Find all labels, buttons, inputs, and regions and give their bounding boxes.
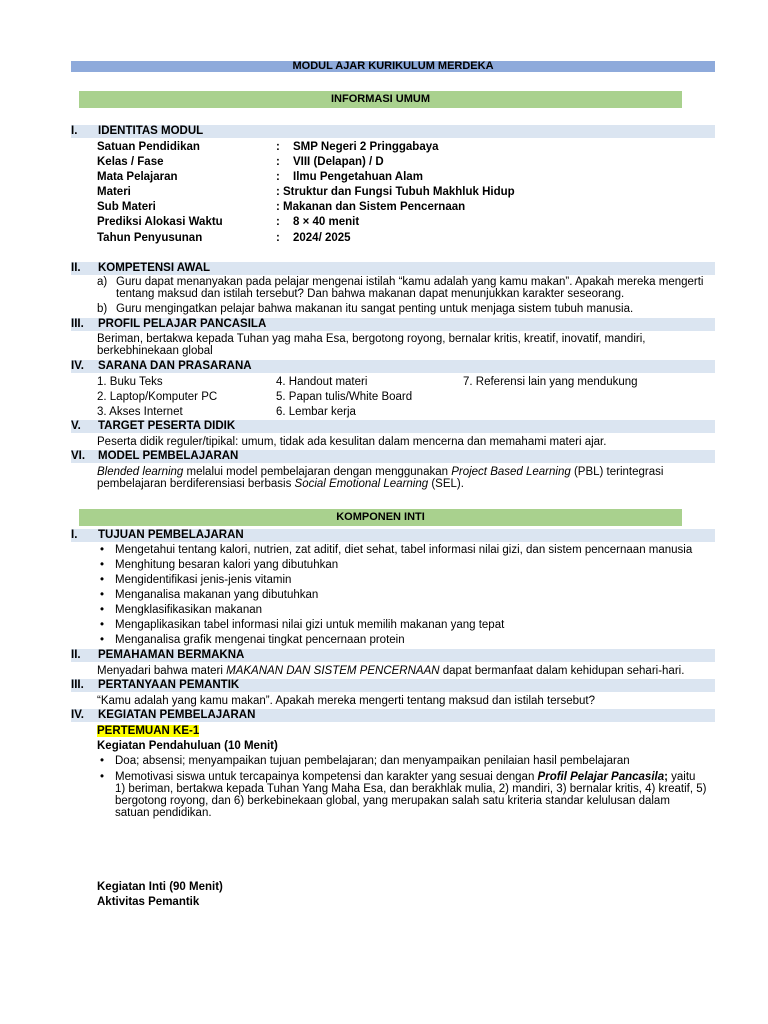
list-item	[97, 543, 707, 558]
pemahaman-text	[97, 664, 684, 678]
section-target	[71, 420, 715, 433]
list-item-text: Menganalisa grafik mengenai tingkat pencernaan protein	[115, 634, 405, 646]
section-title: PEMAHAMAN BERMAKNA	[98, 649, 245, 661]
bullet-icon: •	[100, 574, 105, 586]
section-title: KEGIATAN PEMBELAJARAN	[98, 709, 256, 721]
list-item-text: Doa; absensi; menyampaikan tujuan pembelajaran; dan menyampaikan penilaian hasil pembelajaran	[115, 755, 630, 767]
identitas-label: Satuan Pendidikan	[97, 141, 200, 153]
bullet-icon: •	[100, 634, 105, 646]
informasi-umum-bar	[79, 91, 682, 108]
kompetensi-item	[97, 303, 709, 315]
identitas-value: Ilmu Pengetahuan Alam	[293, 171, 423, 183]
identitas-separator: :	[276, 232, 280, 244]
bullet-icon: •	[100, 559, 105, 571]
list-item	[97, 588, 707, 603]
section-kegiatan	[71, 709, 715, 722]
model-text-italic: Project Based Learning	[451, 466, 571, 478]
section-profil-pelajar	[71, 318, 715, 331]
identitas-value: VIII (Delapan) / D	[293, 156, 384, 168]
sarana-item: 3. Akses Internet	[97, 406, 183, 418]
komponen-inti-heading: KOMPONEN INTI	[336, 511, 425, 523]
kompetensi-text: Guru mengingatkan pelajar bahwa makanan itu sangat penting untuk menjaga sistem tubuh manusia.	[116, 303, 634, 315]
section-model	[71, 450, 715, 463]
model-text	[97, 466, 709, 490]
section-title: PERTANYAAN PEMANTIK	[98, 679, 240, 691]
section-number: I.	[71, 529, 78, 541]
identitas-label: Kelas / Fase	[97, 156, 164, 168]
list-item	[97, 754, 707, 769]
sarana-item: 1. Buku Teks	[97, 376, 163, 388]
identitas-value: Makanan dan Sistem Pencernaan	[283, 201, 466, 213]
model-text-italic: Blended learning	[97, 466, 184, 478]
section-title: TARGET PESERTA DIDIK	[98, 420, 236, 432]
identitas-separator: :	[276, 186, 280, 198]
section-title: KOMPETENSI AWAL	[98, 262, 211, 274]
page-title: MODUL AJAR KURIKULUM MERDEKA	[292, 60, 494, 72]
list-item-text: Mengaplikasikan tabel informasi nilai gizi untuk memilih makanan yang tepat	[115, 619, 505, 631]
komponen-inti-bar	[79, 509, 682, 526]
section-sarana	[71, 360, 715, 373]
sarana-item: 4. Handout materi	[276, 376, 368, 388]
kompetensi-item	[97, 276, 709, 300]
aktivitas-heading: Aktivitas Pemantik	[97, 896, 200, 908]
inti-heading: Kegiatan Inti (90 Menit)	[97, 881, 223, 893]
bullet-icon: •	[100, 771, 105, 783]
pemahaman-text-part: dapat bermanfaat dalam kehidupan sehari-hari.	[439, 665, 685, 677]
sarana-item: 5. Papan tulis/White Board	[276, 391, 413, 403]
list-item-text-bold-italic: Profil Pelajar Pancasila	[537, 771, 665, 783]
section-number: IV.	[71, 360, 85, 372]
pemahaman-text-part: Menyadari bahwa materi	[97, 665, 227, 677]
section-tujuan	[71, 529, 715, 542]
bullet-icon: •	[100, 619, 105, 631]
pertemuan-highlight: PERTEMUAN KE-1	[97, 725, 200, 737]
pertanyaan-text: “Kamu adalah yang kamu makan”. Apakah mereka mengerti tentang maksud dan istilah tersebut?	[97, 695, 595, 707]
identitas-value: SMP Negeri 2 Pringgabaya	[293, 141, 439, 153]
section-title: SARANA DAN PRASARANA	[98, 360, 252, 372]
identitas-value: Struktur dan Fungsi Tubuh Makhluk Hidup	[283, 186, 515, 198]
section-title: MODEL PEMBELAJARAN	[98, 450, 239, 462]
list-item-text-bold: ;	[664, 771, 668, 783]
list-item	[97, 633, 707, 648]
identitas-label: Tahun Penyusunan	[97, 232, 203, 244]
model-text-part: (PBL) terintegrasi pembelajaran berdiferensiasi berbasis	[97, 466, 664, 490]
section-number: VI.	[71, 450, 86, 462]
identitas-value: 8 × 40 menit	[293, 216, 360, 228]
sarana-item: 7. Referensi lain yang mendukung	[463, 376, 638, 388]
list-item-text: Menghitung besaran kalori yang dibutuhkan	[115, 559, 339, 571]
section-number: II.	[71, 262, 81, 274]
section-number: III.	[71, 679, 84, 691]
section-title: TUJUAN PEMBELAJARAN	[98, 529, 244, 541]
section-title: IDENTITAS MODUL	[98, 125, 204, 137]
list-item-text-part: yaitu 1) beriman, bertakwa kepada Tuhan Yang Maha Esa, dan berakhlak mulia, 2) mandiri, 3) bernalar kritis, 4) kreatif, 5) bergotong royong, dan 6) berkebinekaan global, yang merupakan salah satu kriteria standar kelulusan dalam satuan pendidikan.	[115, 771, 707, 819]
model-text-part: melalui model pembelajaran dengan menggunakan	[183, 466, 452, 478]
pendahuluan-heading: Kegiatan Pendahuluan (10 Menit)	[97, 740, 278, 752]
list-item	[97, 771, 707, 819]
identitas-value: 2024/ 2025	[293, 232, 351, 244]
list-item	[97, 573, 707, 588]
kompetensi-text: Guru dapat menanyakan pada pelajar mengenai istilah “kamu adalah yang kamu makan”. Apakah mereka mengerti tentang maksud dan istilah tersebut? Dan bahwa makanan dapat menunjukkan karakter seseorang.	[116, 276, 704, 300]
pemahaman-text-italic: MAKANAN DAN SISTEM PENCERNAAN	[226, 665, 440, 677]
list-marker: a)	[97, 276, 108, 288]
identitas-separator: :	[276, 156, 280, 168]
identitas-separator: :	[276, 201, 280, 213]
section-number: V.	[71, 420, 81, 432]
identitas-separator: :	[276, 216, 280, 228]
identitas-separator: :	[276, 171, 280, 183]
section-number: III.	[71, 318, 84, 330]
identitas-label: Materi	[97, 186, 131, 198]
section-number: IV.	[71, 709, 85, 721]
section-pemahaman	[71, 649, 715, 662]
list-item-text: Mengidentifikasi jenis-jenis vitamin	[115, 574, 292, 586]
model-text-part: (SEL).	[428, 478, 464, 490]
tujuan-list	[97, 543, 707, 648]
identitas-label: Mata Pelajaran	[97, 171, 178, 183]
list-item-text: Mengklasifikasikan makanan	[115, 604, 263, 616]
list-item	[97, 618, 707, 633]
target-text: Peserta didik reguler/tipikal: umum, tidak ada kesulitan dalam mencerna dan memahami materi ajar.	[97, 436, 607, 448]
sarana-item: 6. Lembar kerja	[276, 406, 356, 418]
list-item	[97, 558, 707, 573]
informasi-umum-heading: INFORMASI UMUM	[331, 93, 430, 105]
identitas-label: Prediksi Alokasi Waktu	[97, 216, 223, 228]
pendahuluan-list	[97, 754, 707, 819]
sarana-item: 2. Laptop/Komputer PC	[97, 391, 218, 403]
bullet-icon: •	[100, 604, 105, 616]
profil-text: Beriman, bertakwa kepada Tuhan yag maha Esa, bergotong royong, bernalar kritis, kreatif, inovatif, mandiri, berkebhinekaan global	[97, 333, 646, 357]
list-marker: b)	[97, 303, 108, 315]
bullet-icon: •	[100, 544, 105, 556]
list-item-text: Menganalisa makanan yang dibutuhkan	[115, 589, 319, 601]
list-item-text-part: Memotivasi siswa untuk tercapainya kompetensi dan karakter yang sesuai dengan	[115, 771, 538, 783]
section-number: I.	[71, 125, 78, 137]
section-kompetensi-awal	[71, 262, 715, 275]
identitas-separator: :	[276, 141, 280, 153]
model-text-italic: Social Emotional Learning	[294, 478, 429, 490]
list-item-text: Mengetahui tentang kalori, nutrien, zat aditif, diet sehat, tabel informasi nilai gizi, dan sistem pencernaan manusia	[115, 544, 693, 556]
pertemuan-label	[97, 724, 199, 738]
identitas-label: Sub Materi	[97, 201, 156, 213]
bullet-icon: •	[100, 589, 105, 601]
section-pertanyaan	[71, 679, 715, 692]
list-item	[97, 603, 707, 618]
section-identitas-modul	[71, 125, 715, 138]
section-title: PROFIL PELAJAR PANCASILA	[98, 318, 267, 330]
bullet-icon: •	[100, 755, 105, 767]
section-number: II.	[71, 649, 81, 661]
title-bar	[71, 61, 715, 72]
